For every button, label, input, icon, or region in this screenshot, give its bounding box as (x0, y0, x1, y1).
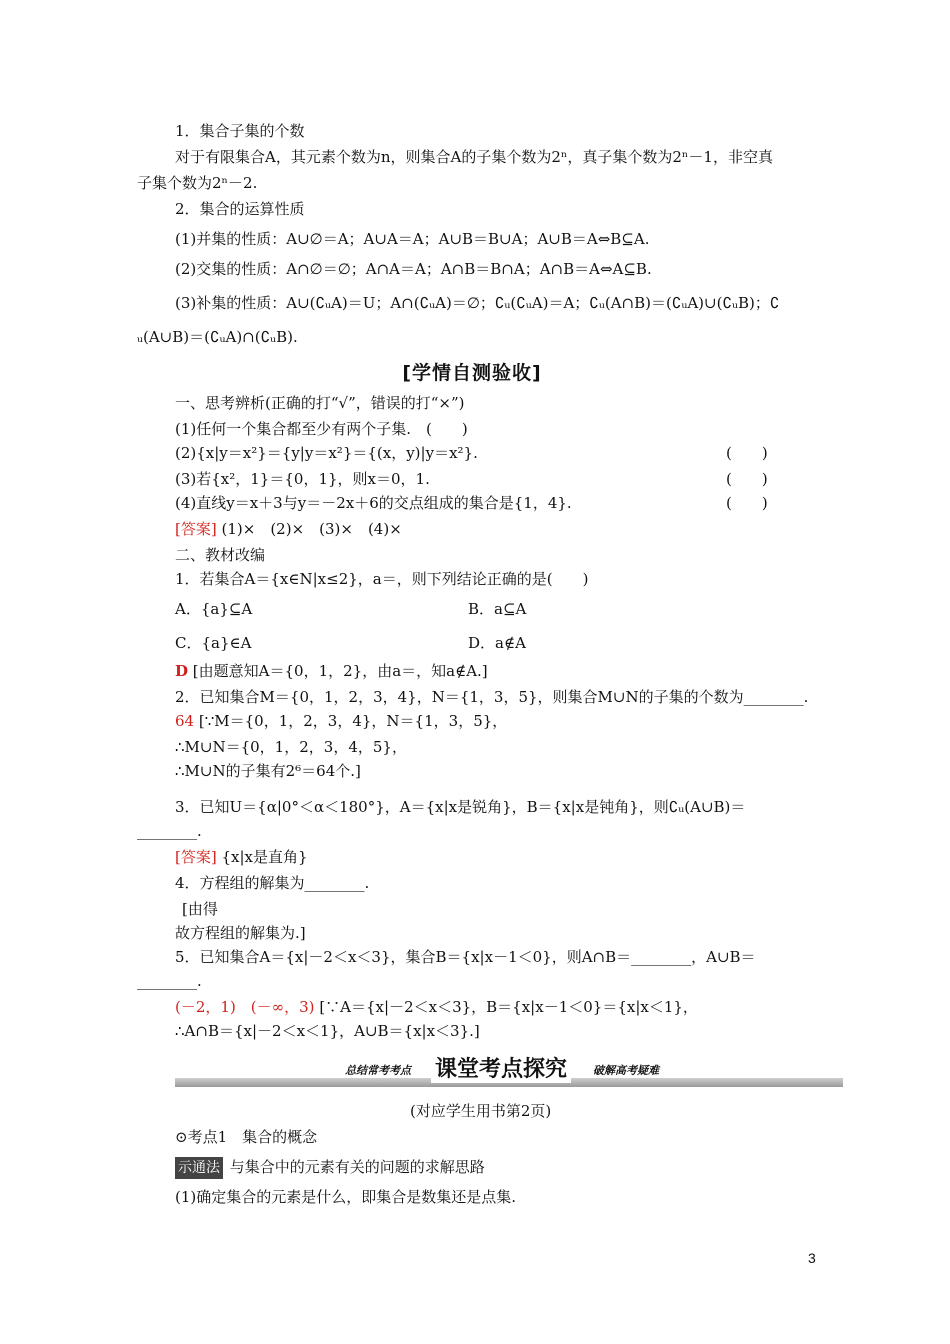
operation-title: 2．集合的运算性质 (175, 200, 305, 218)
answer-3-text: {x|x是直角} (221, 848, 308, 866)
judge-q3: (3)若{x²，1}＝{0，1}，则x＝0，1. (175, 470, 430, 488)
judge-answer (175, 518, 402, 540)
question-1: 1．若集合A＝{x∈N|x≤2}，a＝，则下列结论正确的是( ) (175, 570, 589, 588)
last-line: (1)确定集合的元素是什么，即集合是数集还是点集. (175, 1188, 517, 1206)
answer-5-line2: ∴A∩B＝{x|－2＜x＜1}，A∪B＝{x|x＜3}.] (175, 1022, 480, 1040)
answer-tag: [答案] (175, 520, 217, 538)
answer-3-tag: [答案] (175, 848, 217, 866)
kaodian-title: ⊙考点1 集合的概念 (175, 1128, 318, 1146)
banner-right: 破解高考疑难 (593, 1064, 659, 1077)
judge-q1: (1)任何一个集合都至少有两个子集. ( ) (175, 420, 468, 438)
method-line (175, 1156, 485, 1179)
banner-left: 总结常考考点 (345, 1064, 411, 1077)
union-property: (1)并集的性质：A∪∅＝A；A∪A＝A；A∪B＝B∪A；A∪B＝A⇔B⊆A. (175, 230, 650, 248)
answer-4-line1: [由得 (182, 900, 218, 918)
answer-1-key: D (175, 662, 189, 680)
answer-text: (1)× (2)× (3)× (4)× (221, 520, 402, 538)
section-banner (175, 1054, 843, 1090)
complement-property: (3)补集的性质：A∪(∁ᵤA)＝U；A∩(∁ᵤA)＝∅；∁ᵤ(∁ᵤA)＝A；∁ᵤ(A∩B)＝(∁ᵤA)∪(∁ᵤB)；∁ (175, 294, 780, 312)
question-5: 5．已知集合A＝{x|－2＜x＜3}，集合B＝{x|x－1＜0}，则A∩B＝________，A∪B＝ (175, 948, 756, 966)
answer-4-line2: 故方程组的解集为.] (175, 924, 306, 942)
method-tag: 示通法 (175, 1157, 223, 1179)
answer-2-line1: [∵M＝{0，1，2，3，4}，N＝{1，3，5}， (198, 712, 508, 730)
part1-title: 一、思考辨析(正确的打“√”，错误的打“×”) (175, 394, 465, 412)
answer-2-line3: ∴M∪N的子集有2⁶＝64个.] (175, 762, 361, 780)
judge-q4-paren: ( ) (726, 494, 768, 512)
method-text: 与集合中的元素有关的问题的求解思路 (229, 1158, 485, 1176)
book-reference: (对应学生用书第2页) (410, 1102, 552, 1120)
answer-5-key: (－2，1) (－∞，3) (175, 998, 315, 1016)
option-a: A．{a}⊆A (175, 600, 253, 618)
banner-title: 课堂考点探究 (431, 1052, 571, 1083)
question-3-cont: ________. (137, 822, 202, 840)
answer-2-line2: ∴M∪N＝{0，1，2，3，4，5}， (175, 738, 407, 756)
intersection-property: (2)交集的性质：A∩∅＝∅；A∩A＝A；A∩B＝B∩A；A∩B＝A⇔A⊆B. (175, 260, 652, 278)
question-2: 2．已知集合M＝{0，1，2，3，4}，N＝{1，3，5}，则集合M∪N的子集的个数为________. (175, 688, 809, 706)
answer-3 (175, 846, 308, 868)
section-header-self-test: [学情自测验收] (402, 361, 542, 384)
answer-2 (175, 710, 507, 732)
answer-5-line1: [∵A＝{x|－2＜x＜3}，B＝{x|x－1＜0}＝{x|x＜1}， (319, 998, 698, 1016)
part2-title: 二、教材改编 (175, 546, 266, 564)
complement-property-cont: ᵤ(A∪B)＝(∁ᵤA)∩(∁ᵤB). (137, 328, 298, 346)
subset-count-title: 1．集合子集的个数 (175, 122, 305, 140)
option-b: B．a⊆A (468, 600, 527, 618)
question-5-cont: ________. (137, 972, 202, 990)
question-3: 3．已知U＝{α|0°＜α＜180°}，A＝{x|x是锐角}，B＝{x|x是钝角}，则∁ᵤ(A∪B)＝ (175, 798, 746, 816)
judge-q2: (2){x|y＝x²}＝{y|y＝x²}＝{(x，y)|y＝x²}. (175, 444, 478, 462)
judge-q3-paren: ( ) (726, 470, 768, 488)
question-4: 4．方程组的解集为________. (175, 874, 370, 892)
judge-q4: (4)直线y＝x＋3与y＝－2x＋6的交点组成的集合是{1，4}. (175, 494, 572, 512)
option-c: C．{a}∈A (175, 634, 252, 652)
answer-2-key: 64 (175, 712, 195, 730)
subset-count-text: 对于有限集合A，其元素个数为n，则集合A的子集个数为2ⁿ，真子集个数为2ⁿ－1，非空真 (175, 148, 773, 166)
judge-q2-paren: ( ) (726, 444, 768, 462)
page-number: 3 (808, 1250, 816, 1266)
answer-1-text: [由题意知A＝{0，1，2}，由a＝，知a∉A.] (192, 662, 488, 680)
subset-count-text-cont: 子集个数为2ⁿ－2. (137, 174, 258, 192)
answer-1 (175, 660, 488, 682)
answer-5 (175, 996, 698, 1018)
option-d: D．a∉A (468, 634, 526, 652)
